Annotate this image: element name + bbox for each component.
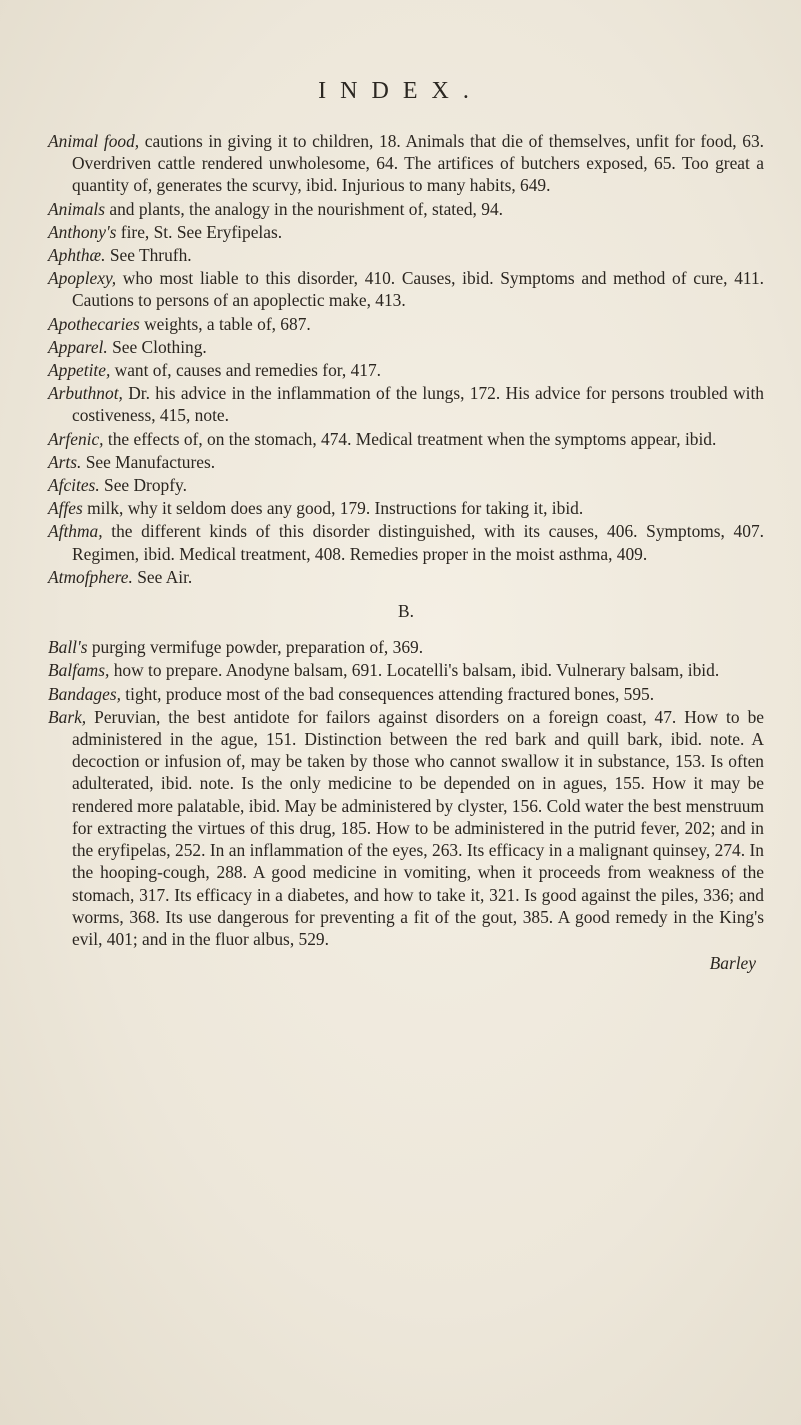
index-section-b bbox=[48, 636, 764, 950]
entry-text: fire, St. See Eryfipelas. bbox=[116, 221, 283, 242]
entry-heading: Animal food, bbox=[48, 131, 140, 151]
index-entry bbox=[48, 382, 764, 426]
entry-heading: Appetite, bbox=[48, 360, 111, 381]
entry-text: milk, why it seldom does any good, 179. Instructions for taking it, ibid. bbox=[82, 498, 584, 519]
index-entry bbox=[48, 706, 764, 950]
index-entry bbox=[48, 267, 764, 311]
index-entry bbox=[48, 198, 764, 220]
entry-heading: Atmofphere. bbox=[48, 566, 133, 587]
entry-heading: Animals bbox=[48, 198, 106, 219]
index-entry bbox=[48, 659, 764, 681]
entry-heading: Anthony's bbox=[48, 221, 117, 242]
entry-heading: Bandages, bbox=[48, 683, 121, 704]
entry-heading: Apparel. bbox=[48, 336, 108, 357]
entry-text: the effects of, on the stomach, 474. Medical treatment when the symptoms appear, ibid. bbox=[103, 428, 717, 449]
index-entry bbox=[48, 428, 764, 450]
index-entry bbox=[48, 497, 764, 519]
entry-text: purging vermifuge powder, preparation of, 369. bbox=[87, 637, 424, 658]
entry-text: and plants, the analogy in the nourishment of, stated, 94. bbox=[105, 198, 503, 219]
entry-text: who most liable to this disorder, 410. Causes, ibid. Symptoms and method of cure, 411. Cautions to persons of an apoplectic make, 413. bbox=[72, 268, 764, 311]
entry-text: Dr. his advice in the inflammation of the lungs, 172. His advice for persons troubled with costiveness, 415, note. bbox=[72, 383, 764, 426]
entry-heading: Arts. bbox=[48, 451, 82, 472]
entry-text: want of, causes and remedies for, 417. bbox=[110, 360, 381, 381]
index-entry bbox=[48, 636, 764, 658]
entry-heading: Apoplexy, bbox=[48, 268, 117, 289]
entry-heading: Bark, bbox=[48, 706, 87, 727]
entry-heading: Affes bbox=[48, 498, 83, 519]
section-letter-b: B. bbox=[398, 601, 414, 622]
index-section-a bbox=[48, 130, 764, 588]
index-content bbox=[48, 130, 764, 974]
entry-text: tight, produce most of the bad consequences attending fractured bones, 595. bbox=[120, 683, 655, 704]
entry-heading: Balfams, bbox=[48, 660, 110, 681]
index-entry bbox=[48, 451, 764, 473]
entry-text: See Manufactures. bbox=[81, 451, 216, 472]
index-entry bbox=[48, 474, 764, 496]
entry-heading: Arfenic, bbox=[48, 428, 104, 449]
entry-heading: Afthma, bbox=[48, 521, 103, 542]
entry-heading: Aphthæ. bbox=[48, 245, 106, 266]
entry-heading: Afcites. bbox=[48, 475, 100, 496]
index-entry bbox=[48, 130, 764, 197]
entry-text: See Clothing. bbox=[107, 336, 207, 357]
index-entry bbox=[48, 359, 764, 381]
entry-heading: Ball's bbox=[48, 637, 88, 658]
index-entry bbox=[48, 566, 764, 588]
entry-text: Peruvian, the best antidote for failors against disorders on a foreign coast, 47. How to be administered in the ague, 151. Distinction between the red bark and quill bark, ibid. note. A decoction or infusion of, may be taken by those who cannot swallow it in substance, 153. Is often adulterated, ibid. note. Is the only medicine to be depended on in agues, 155. How it may be rendered more palatable, ibid. May be administered by clyster, 156. Cold water the best menstruum for extracting the virtues of this drug, 185. How to be administered in the putrid fever, 202; and in the eryfipelas, 252. In an inflammation of the eyes, 263. Its efficacy in a malignant quinsey, 274. In the hooping-cough, 288. A good medicine in vomiting, when it proceeds from weakness of the stomach, 317. Its efficacy in a diabetes, and how to take it, 321. Is good against the piles, 336; and worms, 368. Its use dangerous for preventing a fit of the gout, 385. A good remedy in the King's evil, 401; and in the fluor albus, 529. bbox=[72, 706, 764, 949]
entry-text: See Thrufh. bbox=[105, 245, 192, 266]
index-entry bbox=[48, 221, 764, 243]
index-entry bbox=[48, 336, 764, 358]
catchword: Barley bbox=[709, 953, 756, 974]
index-entry bbox=[48, 683, 764, 705]
entry-text: how to prepare. Anodyne balsam, 691. Locatelli's balsam, ibid. Vulnerary balsam, ibid. bbox=[109, 660, 720, 681]
index-entry bbox=[48, 313, 764, 335]
index-entry bbox=[48, 244, 764, 266]
entry-heading: Apothecaries bbox=[48, 313, 140, 334]
entry-heading: Arbuthnot, bbox=[48, 383, 123, 404]
page-header: INDEX. bbox=[318, 78, 483, 104]
entry-text: the different kinds of this disorder distinguished, with its causes, 406. Symptoms, 407. Regimen, ibid. Medical treatment, 408. Remedies proper in the moist asthma, 409. bbox=[72, 521, 764, 564]
entry-text: weights, a table of, 687. bbox=[139, 313, 311, 334]
entry-text: See Dropfy. bbox=[99, 475, 187, 496]
entry-text: See Air. bbox=[132, 566, 193, 587]
index-entry bbox=[48, 520, 764, 564]
entry-text: cautions in giving it to children, 18. Animals that die of themselves, unfit for food, 63. Overdriven cattle rendered unwholesome, 64. The artifices of butchers exposed, 65. Too great a quantity of, generates the scurvy, ibid. Injurious to many habits, 649. bbox=[72, 131, 764, 196]
